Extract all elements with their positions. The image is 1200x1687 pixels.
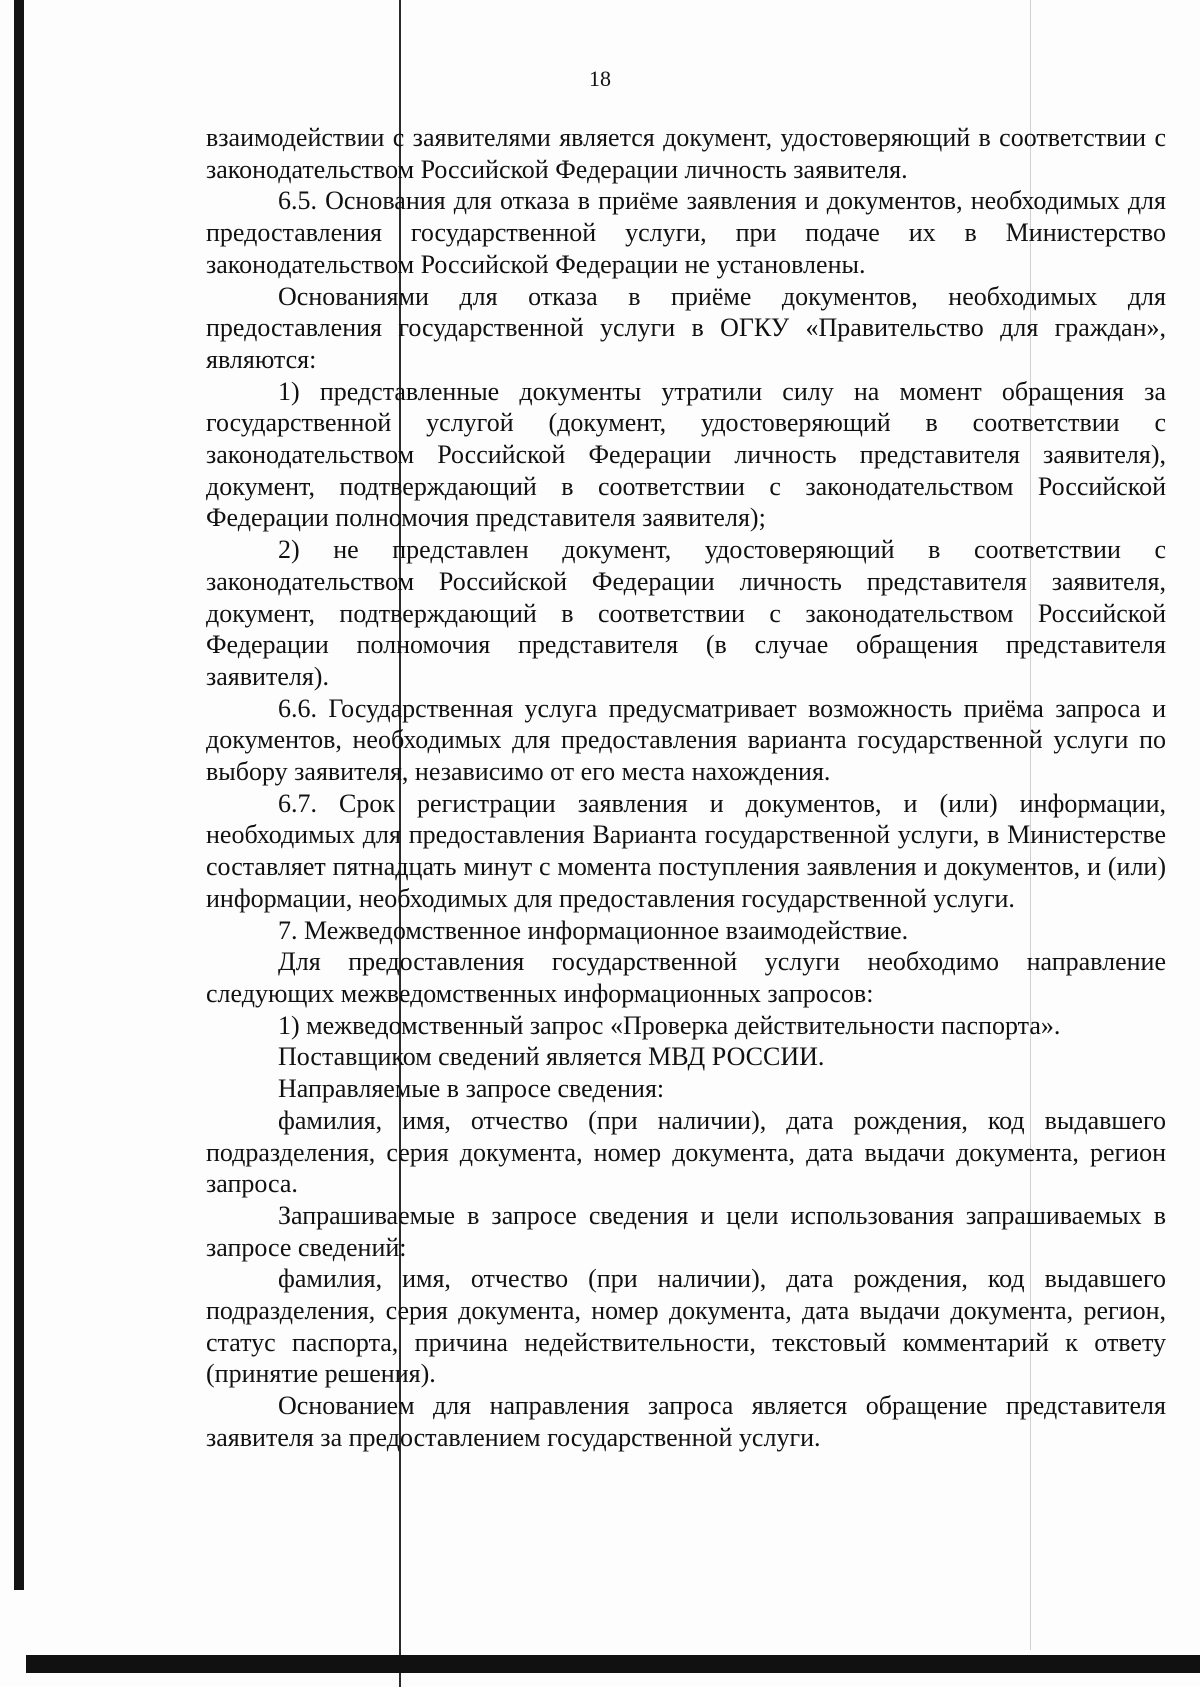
scan-edge-bottom (26, 1655, 1200, 1673)
paragraph: 6.7. Срок регистрации заявления и документов, и (или) информации, необходимых для предоставления Варианта государственной услуги, в Министерстве составляет пятнадцать минут с момента поступления заявления и документов, и (или) информации, необходимых для предоставления государственной услуги. (206, 788, 1166, 913)
paragraph: 1) межведомственный запрос «Проверка действительности паспорта». (278, 1010, 1061, 1040)
paragraph: 6.6. Государственная услуга предусматривает возможность приёма запроса и документов, необходимых для предоставления варианта государственной услуги по выбору заявителя, независимо от его места нахождения. (206, 693, 1166, 787)
paragraph: взаимодействии с заявителями является документ, удостоверяющий в соответствии с законодательством Российской Федерации личность заявителя. (206, 123, 1166, 184)
page-number: 18 (589, 66, 611, 91)
paragraph: Основаниями для отказа в приёме документов, необходимых для предоставления государственной услуги в ОГКУ «Правительство для граждан», являются: (206, 281, 1166, 374)
paragraph: 6.5. Основания для отказа в приёме заявления и документов, необходимых для предоставления государственной услуги, при подаче их в Министерство законодательством Российской Федерации не установлены. (206, 186, 1166, 279)
paragraph: Поставщиком сведений является МВД РОССИИ. (278, 1042, 825, 1072)
section-heading: 7. Межведомственное информационное взаимодействие. (278, 915, 909, 945)
paragraph: Для предоставления государственной услуги необходимо направление следующих межведомственных информационных запросов: (206, 947, 1166, 1008)
document-body (206, 122, 1166, 1454)
paragraph: фамилия, имя, отчество (при наличии), дата рождения, код выдавшего подразделения, серия документа, номер документа, дата выдачи документа, регион запроса. (206, 1105, 1166, 1199)
paragraph: 1) представленные документы утратили силу на момент обращения за государственной услугой (документ, удостоверяющий в соответствии с законодательством Российской Федерации личность представителя заявителя), документ, подтверждающий в соответствии с законодательством Российской Федерации полномочия представителя заявителя); (206, 376, 1166, 533)
paragraph: Основанием для направления запроса является обращение представителя заявителя за предоставлением государственной услуги. (206, 1391, 1166, 1452)
paragraph: Запрашиваемые в запросе сведения и цели использования запрашиваемых в запросе сведений: (206, 1200, 1166, 1262)
scan-edge-left (14, 0, 24, 1590)
paragraph: Направляемые в запросе сведения: (278, 1074, 665, 1104)
paragraph: фамилия, имя, отчество (при наличии), дата рождения, код выдавшего подразделения, серия документа, номер документа, дата выдачи документа, регион, статус паспорта, причина недействительности, текстовый комментарий к ответу (принятие решения). (206, 1264, 1166, 1389)
paragraph: 2) не представлен документ, удостоверяющий в соответствии с законодательством Российской Федерации личность представителя заявителя, документ, подтверждающий в соответствии с законодательством Российской Федерации полномочия представителя (в случае обращения представителя заявителя). (206, 535, 1166, 691)
